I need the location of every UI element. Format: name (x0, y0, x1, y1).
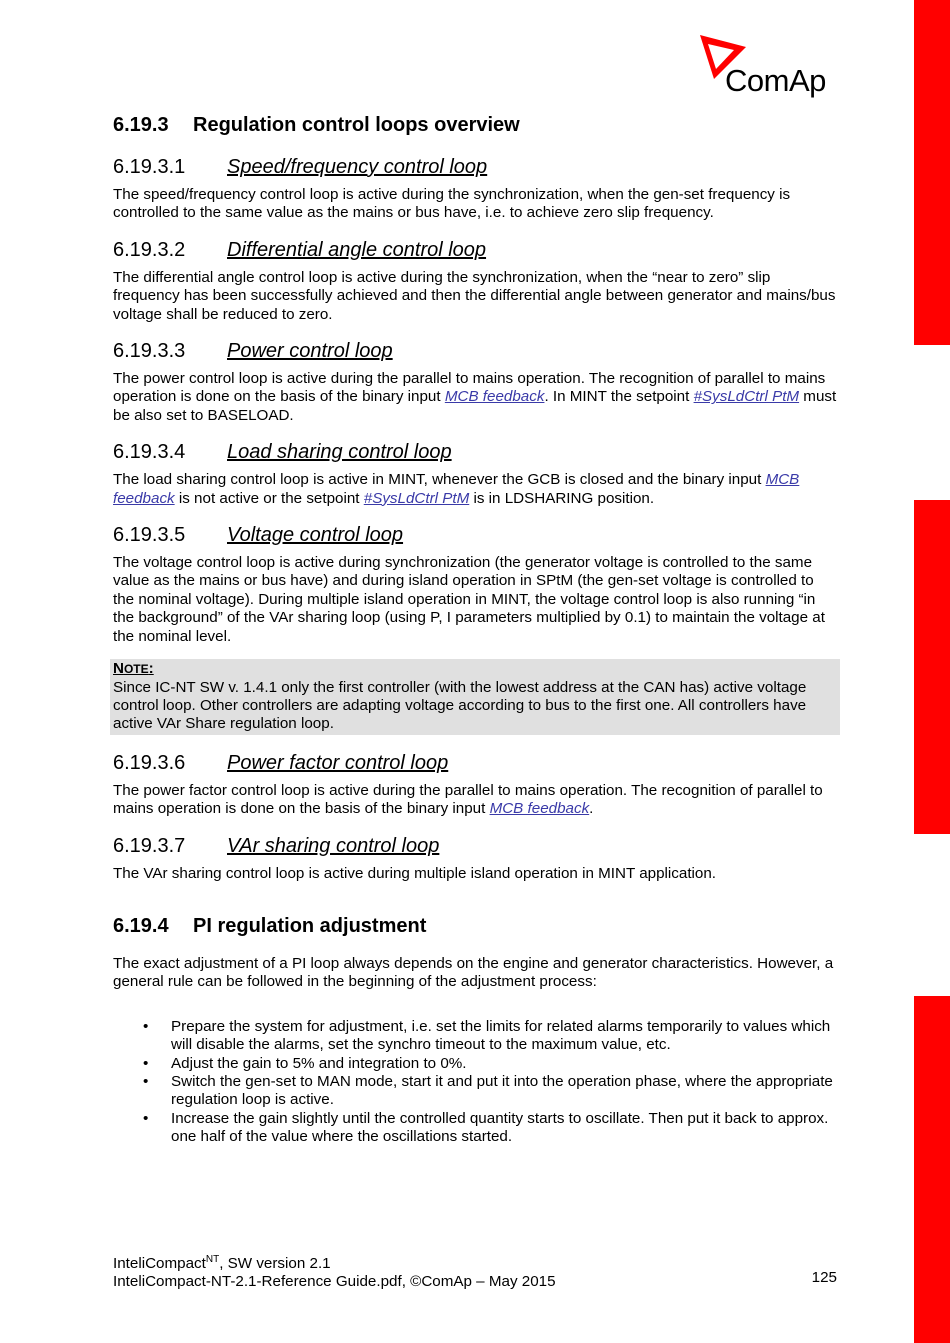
list-item-text: Prepare the system for adjustment, i.e. set the limits for related alarms temporarily to values which will disable the alarms, set the synchro timeout to the maximum value, etc. (171, 1017, 831, 1054)
bullet: • (143, 1054, 149, 1072)
text-run: is not active or the setpoint (174, 489, 364, 507)
section-heading-6-19-4 (113, 913, 837, 939)
mcb-feedback-link[interactable]: MCB feedback (113, 471, 800, 507)
subsection-number: 6.19.3.7 (113, 834, 186, 857)
page-number: 125 (811, 1269, 837, 1286)
subsection-number: 6.19.3.2 (113, 238, 186, 261)
side-tab-bar-middle (914, 500, 950, 834)
subsection-heading-power-factor (113, 750, 837, 776)
paragraph-var-sharing: The VAr sharing control loop is active during multiple island operation in MINT application. (113, 864, 717, 882)
subsection-heading-voltage (113, 522, 837, 548)
footer-product: InteliCompact (113, 1255, 206, 1273)
bullet: • (143, 1072, 149, 1090)
subsection-heading-load-sharing (113, 439, 837, 465)
subsection-title: Speed/frequency control loop (227, 156, 488, 178)
note-heading-initial: N (113, 660, 124, 678)
note-heading (113, 660, 837, 678)
adjustment-steps-list (113, 1018, 837, 1147)
page-content (113, 112, 837, 1147)
subsection-title: VAr sharing control loop (227, 834, 440, 857)
subsection-title: Power control loop (227, 340, 393, 363)
subsection-heading-speed (113, 154, 837, 180)
subsection-heading-power (113, 338, 837, 364)
subsection-number: 6.19.3.4 (113, 441, 186, 464)
note-heading-colon: : (148, 660, 154, 678)
section-number: 6.19.4 (113, 914, 169, 937)
text-run: is in LDSHARING position. (469, 489, 655, 507)
text-run: The power factor control loop is active during the parallel to mains operation. The recognition of parallel to mains operation is done on the basis of the binary input (113, 781, 823, 818)
footer-superscript: NT (205, 1254, 220, 1265)
subsection-title: Load sharing control loop (227, 441, 452, 464)
side-tab-bar-top (914, 0, 950, 345)
list-item (113, 1018, 837, 1055)
text-run: The load sharing control loop is active in MINT, whenever the GCB is closed and the binary input (113, 471, 766, 489)
side-tab-bar-bottom (914, 996, 950, 1343)
list-item-text: Adjust the gain to 5% and integration to 0%. (171, 1054, 467, 1072)
paragraph-pi-adjustment: The exact adjustment of a PI loop always depends on the engine and generator characteristics. However, a general rule can be followed in the beginning of the adjustment process: (113, 954, 834, 991)
section-title: Regulation control loops overview (193, 114, 520, 136)
list-item-text: Switch the gen-set to MAN mode, start it and put it into the operation phase, where the appropriate regulation loop is active. (171, 1072, 833, 1109)
subsection-title: Voltage control loop (227, 524, 404, 547)
paragraph-power-factor (113, 782, 837, 819)
list-item (113, 1055, 837, 1073)
sysldctrl-ptm-link[interactable]: #SysLdCtrl PtM (693, 388, 800, 406)
section-title: PI regulation adjustment (193, 914, 427, 937)
note-text: Since IC-NT SW v. 1.4.1 only the first controller (with the lowest address at the CAN has) active voltage control loop. Other controllers are adapting voltage according to bus to the first one. All controllers have active VAr Share regulation loop. (113, 678, 807, 733)
subsection-title: Differential angle control loop (227, 238, 487, 261)
list-item (113, 1110, 837, 1147)
subsection-title: Power factor control loop (227, 751, 449, 774)
paragraph-power (113, 370, 837, 425)
note-box (110, 659, 840, 735)
note-heading-rest: OTE (123, 662, 149, 677)
footer-doc-line: InteliCompact-NT-2.1-Reference Guide.pdf, ©ComAp – May 2015 (113, 1273, 556, 1291)
logo-wordmark: ComAp (725, 63, 826, 98)
text-run: The power control loop is active during the parallel to mains operation. The recognition of parallel to mains operation is done on the basis of the binary input (113, 370, 826, 406)
paragraph-load-sharing (113, 471, 837, 508)
page-footer (113, 1251, 837, 1291)
subsection-heading-angle (113, 237, 837, 263)
mcb-feedback-link[interactable]: MCB feedback (489, 800, 590, 818)
paragraph-angle: The differential angle control loop is active during the synchronization, when the “near to zero” slip frequency has been successfully achieved and then the differential angle between generator and mains/bus voltage shall be reduced to zero. (113, 268, 836, 323)
list-item (113, 1073, 837, 1110)
bullet: • (143, 1109, 149, 1127)
paragraph-speed: The speed/frequency control loop is active during the synchronization, when the gen-set frequency is controlled to the same value as the mains or bus have, i.e. to achieve zero slip frequency. (113, 186, 791, 222)
bullet: • (143, 1017, 149, 1035)
subsection-number: 6.19.3.6 (113, 751, 186, 774)
subsection-number: 6.19.3.3 (113, 340, 186, 363)
subsection-number: 6.19.3.1 (113, 156, 186, 178)
paragraph-voltage: The voltage control loop is active during synchronization (the generator voltage is controlled to the same value as the mains or bus have) and during island operation in SPtM (the gen-set voltage is controlled to the nominal voltage). During multiple island operation in MINT, the voltage control loop is also running “in the background” of the VAr sharing loop (using P, I parameters multiplied by 0.1) to maintain the voltage at the nominal level. (113, 554, 825, 645)
footer-version: , SW version 2.1 (219, 1255, 331, 1273)
list-item-text: Increase the gain slightly until the controlled quantity starts to oscillate. Then put it back to approx. one half of the value where the oscillations started. (171, 1109, 829, 1146)
mcb-feedback-link[interactable]: MCB feedback (444, 388, 545, 406)
subsection-number: 6.19.3.5 (113, 524, 186, 547)
comap-logo (698, 33, 838, 103)
text-run: . (589, 800, 594, 818)
section-number: 6.19.3 (113, 114, 169, 136)
footer-product-line (113, 1251, 837, 1273)
sysldctrl-ptm-link[interactable]: #SysLdCtrl PtM (363, 489, 470, 507)
text-run: . In MINT the setpoint (544, 388, 694, 406)
section-heading-6-19-3 (113, 112, 837, 138)
subsection-heading-var-sharing (113, 833, 837, 859)
text-run: must be also set to BASELOAD. (113, 388, 837, 424)
